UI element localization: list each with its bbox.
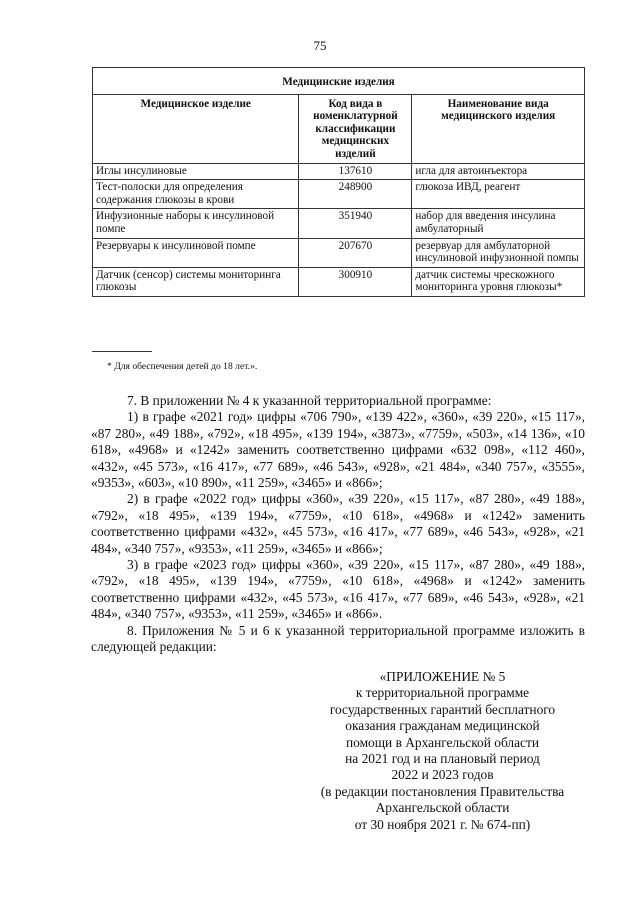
code-cell: 248900 [299, 180, 412, 209]
annex-line: к территориальной программе [355, 685, 530, 701]
table-title: Медицинские изделия [93, 68, 585, 95]
page-number: 75 [313, 38, 327, 53]
kind-cell: набор для введения инсулина амбулаторный [412, 209, 585, 238]
annex-line: помощи в Архангельской области [345, 734, 540, 750]
paragraph-item-7: 7. В приложении № 4 к указанной территориальной программе: [127, 393, 492, 408]
device-cell: Иглы инсулиновые [93, 163, 299, 180]
annex-line: Архангельской области [375, 800, 510, 816]
amendment-text [91, 393, 585, 656]
device-cell: Тест-полоски для определения содержания глюкозы в крови [93, 180, 299, 209]
code-cell: 351940 [299, 209, 412, 238]
annex-line: «ПРИЛОЖЕНИЕ № 5 [379, 669, 506, 684]
footnote: * Для обеспечения детей до 18 лет.». [107, 361, 258, 372]
device-cell: Датчик (сенсор) системы мониторинга глюкозы [93, 267, 299, 296]
annex-line: от 30 ноября 2021 г. № 674-пп) [354, 816, 531, 832]
annex-line: оказания гражданам медицинской [345, 718, 540, 734]
code-cell: 300910 [299, 267, 412, 296]
column-header-code: Код вида в номенклатурной классификации медицинских изделий [299, 94, 412, 163]
table-row [93, 238, 585, 267]
annex-line: 2022 и 2023 годов [391, 767, 494, 783]
column-header-kind: Наименование вида медицинского изделия [412, 94, 585, 163]
kind-cell: датчик системы чрескожного мониторинга уровня глюкозы* [412, 267, 585, 296]
code-cell: 207670 [299, 238, 412, 267]
annex-heading [300, 669, 585, 833]
annex-line: (в редакции постановления Правительства [320, 783, 565, 799]
paragraph-subitem-2: 2) в графе «2022 год» цифры «360», «39 220», «15 117», «87 280», «49 188», «792», «18 495», «139 194», «7759», «10 618», «4968» и «1242» заменить соответственно цифрами «432», «45 573», «16 417», «77 689», «46 543», «928», «21 484», «340 757», «9353», «11 259», «3465» и «866»; [91, 491, 585, 556]
table-row [93, 267, 585, 296]
device-cell: Резервуары к инсулиновой помпе [93, 238, 299, 267]
annex-line: государственных гарантий бесплатного [329, 701, 556, 717]
kind-cell: игла для автоинъектора [412, 163, 585, 180]
code-cell: 137610 [299, 163, 412, 180]
table-row [93, 180, 585, 209]
kind-cell: глюкоза ИВД, реагент [412, 180, 585, 209]
footnote-separator [92, 351, 152, 352]
device-cell: Инфузионные наборы к инсулиновой помпе [93, 209, 299, 238]
table-row [93, 209, 585, 238]
table-row [93, 163, 585, 180]
column-header-device: Медицинское изделие [93, 94, 299, 163]
paragraph-item-8: 8. Приложения № 5 и 6 к указанной территориальной программе изложить в следующей редакции: [91, 622, 585, 655]
kind-cell: резервуар для амбулаторной инсулиновой инфузионной помпы [412, 238, 585, 267]
paragraph-subitem-1: 1) в графе «2021 год» цифры «706 790», «139 422», «360», «39 220», «15 117», «87 280», «49 188», «792», «18 495», «139 194», «3873», «7759», «503», «14 136», «10 618», «4968» и «1242» заменить соответственно цифрами «632 098», «112 460», «432», «45 573», «16 417», «77 689», «46 543», «928», «21 484», «340 757», «3555», «9353», «603», «10 890», «11 259», «3465» и «866»; [91, 409, 585, 491]
medical-devices-table [92, 67, 585, 297]
paragraph-subitem-3: 3) в графе «2023 год» цифры «360», «39 220», «15 117», «87 280», «49 188», «792», «18 495», «139 194», «7759», «10 618», «4968» и «1242» заменить соответственно цифрами «432», «45 573», «16 417», «77 689», «46 543», «928», «21 484», «340 757», «9353», «11 259», «3465» и «866». [91, 557, 585, 622]
annex-line: на 2021 год и на плановый период [345, 751, 540, 767]
